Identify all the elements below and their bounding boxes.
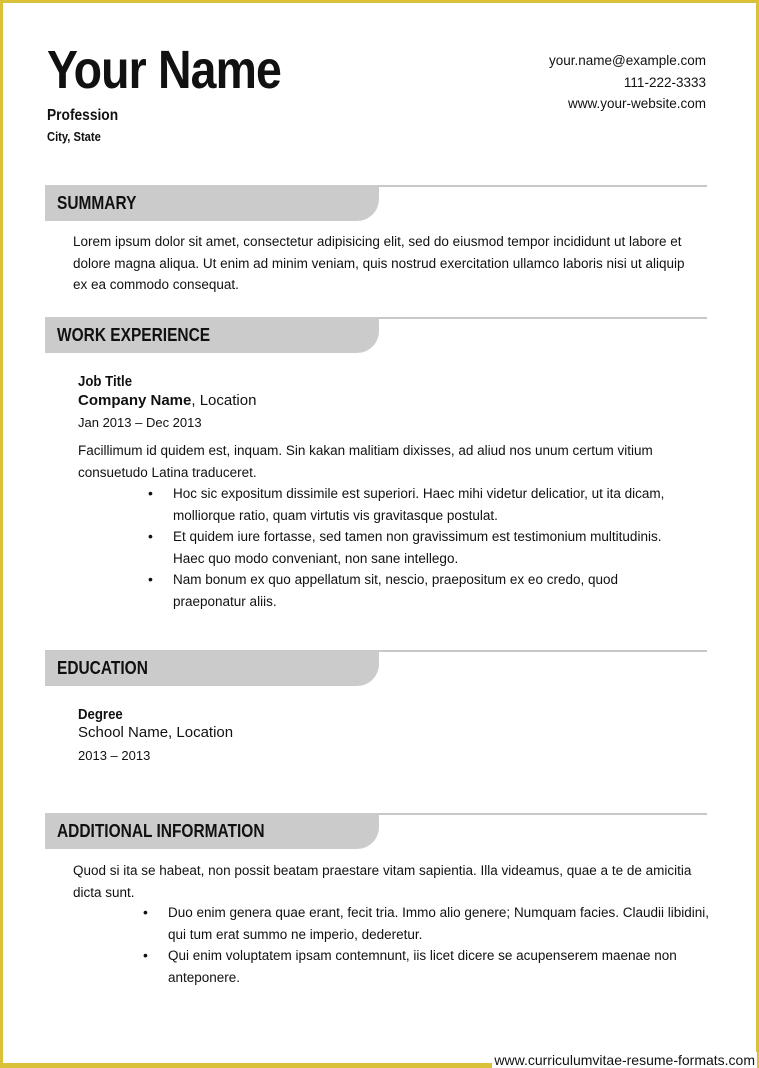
bullet-text: Qui enim voluptatem ipsam contemnunt, iis licet dicere se acupenserem maenae non anteponere. [168, 948, 677, 985]
summary-text: Lorem ipsum dolor sit amet, consectetur adipisicing elit, sed do eiusmod tempor incididunt ut labore et dolore magna aliqua. Ut enim ad minim veniam, quis nostrud exercitation ullamco laboris nisi ut aliquip ex ea commodo consequat. [73, 234, 685, 292]
profession: Profession [47, 107, 119, 124]
resume-name: Your Name [47, 40, 281, 100]
list-item [143, 945, 713, 988]
additional-bullet-list [143, 902, 713, 988]
work-heading: WORK EXPERIENCE [57, 325, 211, 345]
resume-page [3, 3, 756, 1063]
bullet-text: Nam bonum ex quo appellatum sit, nescio, praepositum ex eo credo, quod praeponatur aliis. [173, 572, 619, 609]
work-section-header [45, 317, 707, 353]
bullet-icon: • [143, 904, 148, 920]
company-location: , Location [191, 392, 257, 409]
list-item [148, 526, 673, 569]
bullet-icon: • [148, 485, 153, 501]
additional-text: Quod si ita se habeat, non possit beatam praestare vitam sapientia. Illa videamus, quae a te de amicitia dicta sunt. [73, 863, 692, 900]
bullet-icon: • [148, 528, 153, 544]
job-bullet-list [148, 483, 673, 612]
additional-heading: ADDITIONAL INFORMATION [57, 821, 265, 841]
summary-heading: SUMMARY [57, 193, 137, 213]
education-section-header [45, 650, 707, 686]
bullet-text: Et quidem iure fortasse, sed tamen non gravissimum est testimonium multitudinis. Haec quo modo conveniant, non sane intellego. [173, 529, 662, 566]
school-line: School Name, Location [78, 724, 234, 741]
bullet-text: Duo enim genera quae erant, fecit tria. Immo alio genere; Numquam facies. Claudii libidini, qui tum erat summo ne imperio, dederetur. [168, 905, 710, 942]
bullet-text: Hoc sic expositum dissimile est superiori. Haec mihi videtur delicatior, ut ita dicam, molliorque ratio, quam virtutis vis gravitasque postulat. [173, 486, 665, 523]
additional-section-header [45, 813, 707, 849]
job-title: Job Title [78, 373, 133, 390]
footer-website-url: www.curriculumvitae-resume-formats.com [494, 1052, 755, 1068]
degree: Degree [78, 706, 123, 723]
list-item [148, 569, 673, 612]
list-item [148, 483, 673, 526]
bullet-icon: • [143, 947, 148, 963]
education-heading: EDUCATION [57, 658, 148, 678]
job-description: Facillimum id quidem est, inquam. Sin kakan malitiam dixisses, ad aliud nos unum certum vitium consuetudo Latina traduceret. [78, 443, 653, 480]
email: your.name@example.com [548, 53, 706, 68]
bullet-icon: • [148, 571, 153, 587]
company-line [78, 392, 256, 409]
summary-section-header [45, 185, 707, 221]
city-state: City, State [47, 129, 101, 144]
website: www.your-website.com [567, 96, 706, 111]
company-name: Company Name [78, 392, 192, 409]
education-dates: 2013 – 2013 [78, 748, 151, 763]
job-dates: Jan 2013 – Dec 2013 [78, 415, 202, 430]
list-item [143, 902, 713, 945]
phone: 111-222-3333 [623, 74, 706, 90]
contact-block [549, 50, 706, 115]
